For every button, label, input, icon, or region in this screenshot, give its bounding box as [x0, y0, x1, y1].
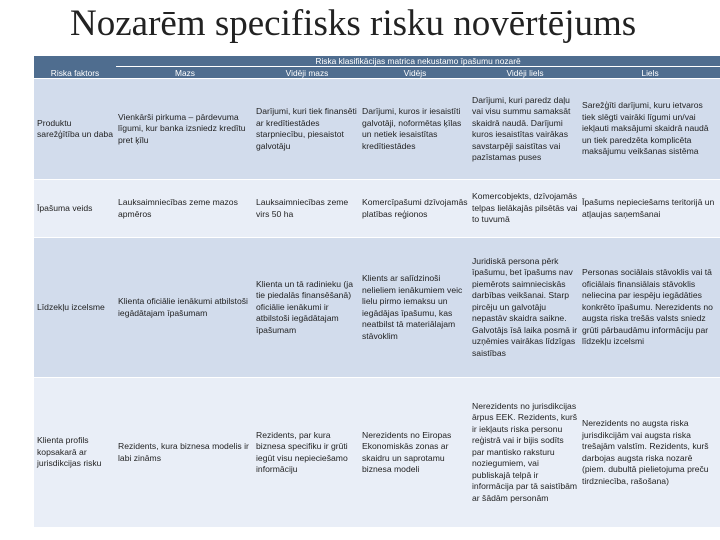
- table-cell: Nerezidents no augsta riska jurisdikcijām vai augsta riska trešajām valstīm. Rezidents, kurš darbojas augsta riska nozarē (piem. dubultā pielietojuma preču tirdzniecība, rašošana): [580, 378, 720, 528]
- table-cell: Darījumi, kuros ir iesaistīti galvotāji, noformētas ķīlas un netiek iesaistītas kredītiestādes: [360, 79, 470, 180]
- table-row: [34, 378, 720, 528]
- table-cell: Klients ar salīdzinoši nelieliem ienākumiem veic lielu pirmo iemaksu un iegādājas īpašumu, kas neatbilst tā materiālajam stāvoklim: [360, 238, 470, 378]
- table-cell: Lauksaimniecības zeme virs 50 ha: [254, 180, 360, 238]
- table-row: [34, 238, 720, 378]
- row-label-risk-factor: Līdzekļu izcelsme: [34, 238, 116, 378]
- row-label-risk-factor: Produktu sarežģītība un daba: [34, 79, 116, 180]
- table-cell: Īpašums nepieciešams teritorijā un atļaujas saņemšanai: [580, 180, 720, 238]
- table-cell: Personas sociālais stāvoklis vai tā oficiālais finansiālais stāvoklis neliecina par iespēju iegādāties konkrēto īpašumu. Nerezidents no augsta riska trešās valsts sniedz grūti pārbaudāmu informāciju par līdzekļu izcelsmi: [580, 238, 720, 378]
- table-cell: Darījumi, kuri paredz daļu vai visu summu samaksāt skaidrā naudā. Darījumi kuros iesaistītas vairākas savstarpēji saistītas vai pazīstamas puses: [470, 79, 580, 180]
- table-cell: Klienta un tā radinieku (ja tie piedalās finansēšanā) oficiālie ienākumi ir atbilstoši iegādātajam īpašumam: [254, 238, 360, 378]
- table-cell: Darījumi, kuri tiek finansēti ar kredītiestādes starpniecību, piesaistot galvotāju: [254, 79, 360, 180]
- page-title: Nozarēm specifisks risku novērtējums: [70, 3, 637, 44]
- table-cell: Komercīpašumi dzīvojamās platības reģionos: [360, 180, 470, 238]
- table-cell: Nerezidents no Eiropas Ekonomiskās zonas ar skaidru un saprotamu biznesa modeli: [360, 378, 470, 528]
- risk-matrix-table: [34, 56, 720, 528]
- table-cell: Juridiskā persona pērk īpašumu, bet īpašums nav piemērots saimnieciskās darbības veikšanai. Starp pircēju un galvotāju nepastāv skaidra saikne. Galvotājs īsā laika posmā ir uzņēmies vairākas līdzīgas saistības: [470, 238, 580, 378]
- table-cell: Komercobjekts, dzīvojamās telpas lielākajās pilsētās vai to tuvumā: [470, 180, 580, 238]
- table-cell: Klienta oficiālie ienākumi atbilstoši iegādātajam īpašumam: [116, 238, 254, 378]
- header-matrix-title: Riska klasifikācijas matrica nekustamo īpašumu nozarē: [116, 56, 720, 67]
- header-risk-factor: Riska faktors: [34, 56, 116, 79]
- column-header-videji-liels: Vidēji liels: [470, 67, 580, 79]
- row-label-risk-factor: Klienta profils kopsakarā ar jurisdikcijas risku: [34, 378, 116, 528]
- table-cell: Lauksaimniecības zeme mazos apmēros: [116, 180, 254, 238]
- table-cell: Rezidents, par kura biznesa specifiku ir grūti iegūt visu nepieciešamo informāciju: [254, 378, 360, 528]
- column-header-liels: Liels: [580, 67, 720, 79]
- column-header-videji-mazs: Vidēji mazs: [254, 67, 360, 79]
- table-row: [34, 180, 720, 238]
- table-cell: Vienkārši pirkuma – pārdevuma līgumi, kur banka izsniedz kredītu pret ķīlu: [116, 79, 254, 180]
- column-header-mazs: Mazs: [116, 67, 254, 79]
- table-row: [34, 79, 720, 180]
- table-cell: Rezidents, kura biznesa modelis ir labi zināms: [116, 378, 254, 528]
- column-header-videjs: Vidējs: [360, 67, 470, 79]
- table-cell: Sarežģīti darījumi, kuru ietvaros tiek slēgti vairāki līgumi un/vai iekļauti maksājumi skaidrā naudā un tiek paredzēta komplicēta maksājumu veikšanas sistēma: [580, 79, 720, 180]
- table-cell: Nerezidents no jurisdikcijas ārpus EEK. Rezidents, kurš ir iekļauts riska personu reģistrā vai ir bijis sodīts par mantisko raksturu noziegumiem, vai publiskajā telpā ir informācija par tā saistībām ar šādām personām: [470, 378, 580, 528]
- row-label-risk-factor: Īpašuma veids: [34, 180, 116, 238]
